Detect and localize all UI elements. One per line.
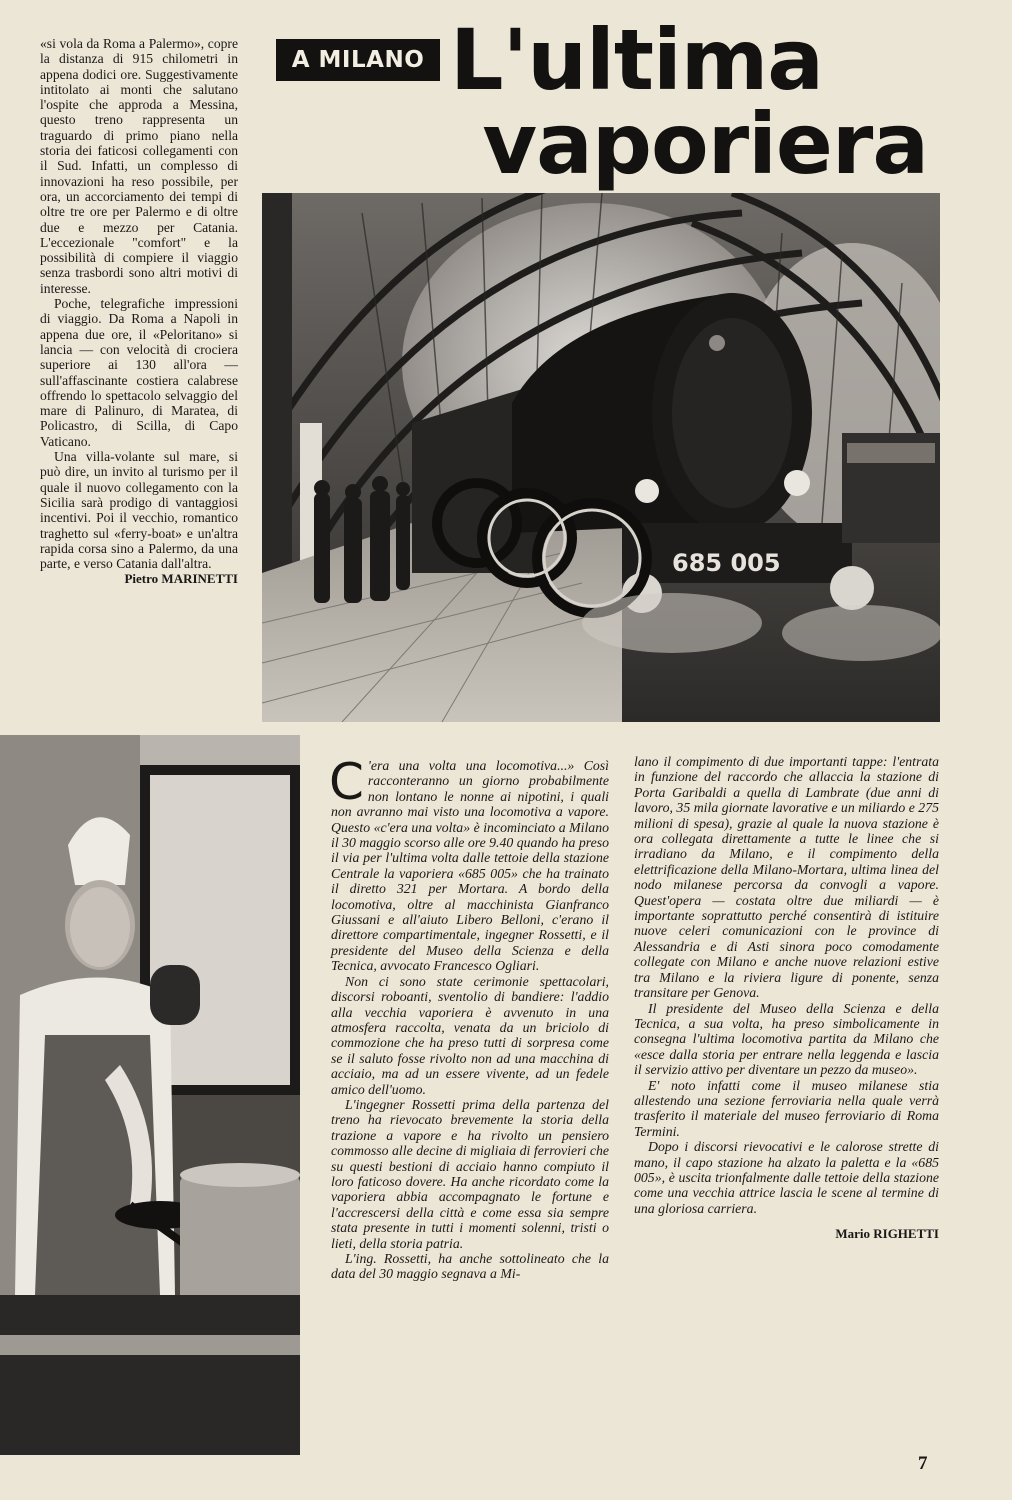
article-paragraph: L'ingegner Rossetti prima della partenza del treno ha rievocato brevemente la storia della trazione a vapore e ha rivolto un pensiero commosso alle decine di migliaia di ferrovieri che su questi bestioni di acciaio hanno compiuto il loro faticoso dovere. Ha anche ricordato come la vaporiera abbia accompagnato le fortune e l'accrescersi della città e come essa sia sempre stata presente in tutti i momenti solenni, tristi o lieti, della storia patria. <box>331 1096 609 1251</box>
locomotive-photo <box>262 193 940 722</box>
article-paragraph-text: 'era una volta una locomotiva...» Così racconteranno un giorno probabilmente non lontano le nonne ai nipotini, i quali non avranno mai visto una locomotiva a vapore. Questo «c'era una volta» è incominciato a Milano il 30 maggio scorso alle ore 9.40 quando ha preso il via per l'ultima volta dalle tettoie della stazione Centrale la vaporiera «685 005» che ha trainato il diretto 321 per Mortara. A bordo della locomotiva, oltre al macchinista Gianfranco Giussani e all'aiuto Libero Belloni, c'erano il direttore compartimentale, ingegner Rossetti, e il presidente del Museo della Scienza e della Tecnica, avvocato Francesco Ogliari. <box>331 758 609 974</box>
article-paragraph: lano il compimento di due importanti tappe: l'entrata in funzione del raccordo che allaccia la stazione di Porta Garibaldi a quella di Lambrate (due anni di lavoro, 35 mila giornate lavorative e un miliardo e 275 milioni di spesa), grazie al quale la nuova stazione è ora collegata direttamente a tutte le linee che si irradiano da Milano, e il compimento della elettrificazione della Milano-Mortara, ultima linea del nodo milanese percorsa da convogli a vapore. Quest'opera — costata oltre due miliardi — è importante soprattutto perché consentirà di istituire nuove celeri comunicazioni con le province di Alessandria e di Asti sinora poco comodamente collegate con Milano e anche nuove relazioni estive tra Milano e la riviera ligure di ponente, senza transitare per Genova. <box>634 754 939 1001</box>
left-column-article-end <box>40 36 238 587</box>
drop-cap: C <box>329 753 364 811</box>
article-column-1 <box>329 753 609 1282</box>
article-headline <box>450 11 940 193</box>
article-paragraph: Dopo i discorsi rievocativi e le calorose strette di mano, il capo stazione ha alzato la paletta e la «685 005», è uscita trionfalmente dalle tettoie della stazione come una vecchia attrice lascia le scene al termine di una gloriosa carriera. <box>634 1139 939 1216</box>
left-paragraph: Una villa-volante sul mare, si può dire, un invito al turismo per il quale il nuovo collegamento con la Sicilia sarà prodigo di vantaggiosi incentivi. Poi il vecchio, romantico traghetto sul «ferry-boat» e un'altra rapida corsa sino a Palermo, da una parte, e verso Catania dall'altra. <box>40 449 238 572</box>
article-paragraph <box>329 753 609 974</box>
locomotive-number: 685 005 <box>672 549 781 577</box>
left-byline: Pietro MARINETTI <box>124 571 238 587</box>
left-paragraph: Poche, telegrafiche impressioni di viaggio. Da Roma a Napoli in appena due ore, il «Peloritano» si lancia — con velocità di crociera superiore ai 130 all'ora — sull'affascinante costiera calabrese offrendo lo spettacolo selvaggio del mare di Palinuro, di Maratea, di Policastro, di Scilla, di Capo Vaticano. <box>40 296 238 449</box>
left-paragraph: «si vola da Roma a Palermo», copre la distanza di 915 chilometri in appena dodici ore. Suggestivamente intitolato ai monti che salutano l'ospite che approda a Messina, questo treno rappresenta un traguardo di primo piano nella storia dei faticosi collegamenti con il Sud. Infatti, un complesso di innovazioni ha reso possibile, per ora, un accorciamento dei tempi di oltre tre ore per Palermo e di oltre due e mezzo per Catania. L'eccezionale "comfort" e la possibilità di compiere il viaggio senza trasbordi sono altri motivi di interesse. <box>40 36 238 296</box>
headline-line-1: L'ultima <box>450 11 823 109</box>
headline-line-2: vaporiera <box>482 95 928 193</box>
cook-photo-graphic <box>0 735 300 1455</box>
article-byline: Mario RIGHETTI <box>835 1226 939 1242</box>
cook-photo <box>0 735 300 1455</box>
article-paragraph: Il presidente del Museo della Scienza e della Tecnica, a sua volta, ha preso simbolicamente in consegna l'ultima locomotiva partita da Milano che «esce dalla storia per entrare nella leggenda e lascia il servizio attivo per diventare un pezzo da museo». <box>634 1000 939 1078</box>
article-paragraph: L'ing. Rossetti, ha anche sottolineato che la data del 30 maggio segnava a Mi- <box>331 1251 609 1282</box>
locomotive-photo-graphic <box>262 193 940 722</box>
article-paragraph: E' noto infatti come il museo milanese stia allestendo una sezione ferroviaria nella quale verrà trasferito il materiale del museo ferroviario di Roma Termini. <box>634 1077 939 1139</box>
page-number: 7 <box>918 1453 928 1474</box>
section-kicker: A MILANO <box>276 39 440 81</box>
article-column-2 <box>634 754 939 1242</box>
article-paragraph: Non ci sono state cerimonie spettacolari, discorsi roboanti, sventolio di bandiere: l'addio alla vecchia vaporiera è avvenuto in una atmosfera raccolta, venata da un briciolo di commozione che ha preso tutti di sorpresa come se il saluto fosse rivolto non ad una macchina di acciaio, ma ad un essere vivente, ad un fedele amico dell'uomo. <box>331 973 609 1097</box>
